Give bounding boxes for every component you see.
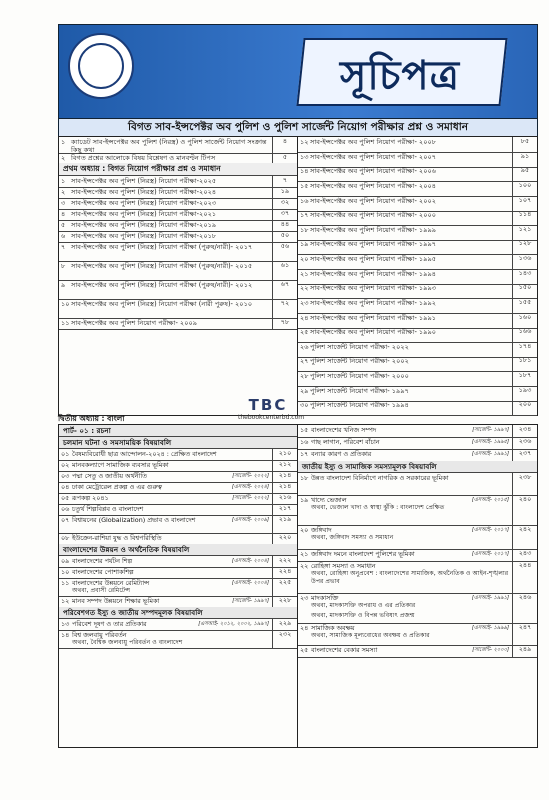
row-page: ১৪৩ — [512, 269, 537, 284]
row-alt-title: অথবা, মাদকাসক্তি ও বিপন্ন ভবিষ্যৎ প্রজন্ম — [311, 612, 415, 619]
row-number: ২৪ — [300, 314, 309, 322]
row-number: ৩০ — [300, 401, 309, 409]
row-number: ০৯ — [61, 557, 70, 565]
row-page: ৭২ — [272, 299, 297, 318]
row-source: [সার্জেন্ট- ২০২২] — [232, 495, 269, 501]
row-page: ২৪৯ — [512, 645, 537, 657]
row-title: মানব সম্পদ উন্নয়নে শিক্ষার ভূমিকা — [72, 597, 160, 605]
toc2-left-column — [59, 425, 298, 747]
row-number: ০২ — [61, 461, 70, 469]
row-number: ২১ — [300, 270, 309, 278]
row-title: সাব-ইন্সপেক্টর অব পুলিশ (নিরস্ত্র) নিয়োগ পরীক্ষা (পুরুষ/নারী)- ২০১২ — [71, 281, 253, 289]
row-source: [এসআই- ২০১৭] — [471, 551, 509, 557]
row-page: ৯৫ — [512, 166, 537, 181]
row-number: ২৩ — [300, 299, 309, 307]
row-title: সাব-ইন্সপেক্টর অব পুলিশ নিয়োগ পরীক্ষা- ১৯৯৫ — [310, 255, 437, 263]
row-alt-title: অথবা, ভেজাল খাদ্য ও স্বাস্থ্য ঝুঁকি : বাংলাদেশ প্রেক্ষিত — [311, 504, 445, 511]
row-title: সাব-ইন্সপেক্টর অব পুলিশ (নিরস্ত্র) নিয়োগ পরীক্ষা-২০২৪ — [71, 188, 217, 196]
row-page: ২২৫ — [272, 578, 297, 596]
row-title: সাব-ইন্সপেক্টর অব পুলিশ নিয়োগ পরীক্ষা- ১৯৯৯ — [310, 226, 437, 234]
row-number: ২৬ — [300, 343, 309, 351]
row-source: [এসআই- ২০০৪] — [231, 558, 269, 564]
row-source: [সার্জেন্ট- ২০২২] — [232, 473, 269, 479]
row-page: ২২৮ — [272, 596, 297, 607]
toc-row — [298, 356, 537, 372]
row-page: ৪৪ — [272, 220, 297, 231]
row-page: ২১৪ — [272, 482, 297, 493]
row-title: চতুর্থ শিল্পবিপ্লব ও বাংলাদেশ — [72, 505, 144, 513]
row-title: ইউক্রেন-রাশিয়া যুদ্ধ ও বিশ্বপরিস্থিতি — [72, 534, 162, 542]
row-source: [এসআই- ২০১২, ২০০২, ১৯৯৭] — [198, 621, 269, 627]
row-number: ৮ — [61, 262, 66, 270]
row-page: ৬১ — [272, 261, 297, 280]
row-page: ২২২ — [272, 556, 297, 567]
row-number: ১৮ — [300, 226, 309, 234]
row-alt-title: অথবা, জঙ্গিবাদ সমস্যা ও সমাধান — [311, 534, 394, 541]
row-number: ০৮ — [61, 534, 70, 542]
toc-row — [59, 515, 297, 534]
toc-row — [59, 299, 297, 319]
section-title: জাতীয় ইস্যু ও সামাজিক সমস্যামূলক বিষয়াবলি — [298, 461, 537, 473]
row-page: ২২৪ — [272, 567, 297, 578]
row-source: [এসআই- ১৯৯১] — [471, 595, 509, 601]
row-page: ১৭৪ — [512, 342, 537, 357]
row-title: ঢাকা মেট্রোরেল প্রকল্প ও এর গুরুত্ব — [72, 483, 162, 491]
row-number: ০৭ — [61, 516, 70, 524]
row-number: ১ — [61, 138, 66, 146]
section-title: পরিবেশগত ইস্যু ও জাতীয় সম্পদমূলক বিষয়াবলি — [59, 607, 297, 619]
row-number: ১ — [61, 177, 66, 185]
toc-row — [298, 283, 537, 299]
row-number: ১৯ — [300, 496, 309, 504]
toc-right-column — [298, 137, 537, 415]
row-page: ৩২ — [272, 198, 297, 209]
toc-row — [298, 166, 537, 182]
row-number: ০৪ — [61, 483, 70, 491]
row-title: সাব-ইন্সপেক্টর অব পুলিশ (নিরস্ত্র) নিয়োগ পরীক্ষা-২০১৮ — [71, 232, 217, 240]
toc-row — [298, 327, 537, 343]
row-page: ২৩৭ — [512, 449, 537, 461]
toc-row — [298, 473, 537, 496]
toc-row — [298, 371, 537, 387]
toc-row — [59, 137, 297, 154]
row-number: ২০ — [300, 526, 309, 534]
row-title: বিশ্ব জলবায়ু পরিবর্তন — [72, 631, 127, 639]
row-page: ২৩৮ — [512, 473, 537, 495]
row-number: ১৪ — [61, 631, 70, 639]
row-page: ২২৯ — [272, 619, 297, 630]
toc-part2 — [58, 424, 538, 748]
row-title: বাংলাদেশের পোশাকশিল্প — [72, 568, 134, 576]
toc-row — [59, 261, 297, 281]
row-page: ১১৪ — [512, 210, 537, 225]
row-number: ১৫ — [300, 182, 309, 190]
toc-row — [59, 630, 297, 649]
row-title: খাদ্যে ভেজাল — [311, 496, 347, 504]
section-title: বাংলাদেশের উন্নয়ন ও অর্থনৈতিক বিষয়াবলি — [59, 544, 297, 556]
row-title: বন্যার কারণ ও প্রতিকার — [311, 450, 372, 458]
row-source: [এসআই- ১৯৯১] — [471, 451, 509, 457]
row-page: ৩৭ — [272, 209, 297, 220]
chapter1-title: প্রথম অধ্যায় : বিগত নিয়োগ পরীক্ষার প্রশ্ন ও সমাধান — [59, 163, 297, 176]
row-number: ১৭ — [300, 211, 309, 219]
row-number: ২২ — [300, 562, 309, 570]
row-number: ২৫ — [300, 646, 309, 654]
row-page: ১৩৬ — [512, 254, 537, 269]
row-title: সাব-ইন্সপেক্টর অব পুলিশ নিয়োগ পরীক্ষা- ১৯৯১ — [310, 314, 437, 322]
row-page: ১৮৭ — [512, 371, 537, 386]
row-number: ১৩ — [300, 153, 309, 161]
watermark-logo: TBC — [248, 396, 288, 414]
row-title: বাংলাদেশের উন্নয়নে রেমিট্যান্স — [72, 579, 150, 587]
toc-row — [298, 254, 537, 270]
row-page: ৮৫ — [512, 137, 537, 152]
row-title: সাব-ইন্সপেক্টর অব পুলিশ নিয়োগ পরীক্ষা- ১৯৯৭ — [310, 240, 437, 248]
part-label: পার্ট- ০১ : রচনা — [59, 425, 297, 437]
row-source: [এসআই- ১৯৯৫] — [471, 439, 509, 445]
row-title: রোহিঙ্গা সমস্যা ও সমাধান — [311, 562, 376, 570]
row-page: ২১৯ — [272, 515, 297, 533]
row-number: ২ — [61, 188, 66, 196]
row-title: বৈষম্যবিরোধী ছাত্র আন্দোলন-২০২৪ : প্রেক্ষিত বাংলাদেশ — [72, 450, 217, 458]
row-number: ০৩ — [61, 472, 70, 480]
row-page: ৭ — [272, 176, 297, 187]
row-number: ৯ — [61, 281, 66, 289]
row-page: ১৫০ — [512, 283, 537, 298]
row-page: ৭৮ — [272, 318, 297, 329]
row-page: ২৪০ — [512, 495, 537, 525]
row-number: ১২ — [61, 597, 70, 605]
row-number: ১১ — [61, 579, 70, 587]
row-source: [এসআই- ২০২৪] — [231, 484, 269, 490]
row-number: ৪ — [61, 210, 66, 218]
row-number: ১৬ — [300, 197, 309, 205]
toc-row — [298, 593, 537, 624]
row-number: ০১ — [61, 450, 70, 458]
row-title: পুলিশ সার্জেন্ট নিয়োগ পরীক্ষা- ২০০২ — [310, 357, 409, 365]
row-number: ২৩ — [300, 594, 309, 602]
row-title: পুলিশ সার্জেন্ট নিয়োগ পরীক্ষা- ১৯৯৪ — [310, 401, 409, 409]
row-source: [সার্জেন্ট- ১৯৯৭] — [472, 427, 509, 433]
row-number: ৩ — [61, 199, 66, 207]
row-title: পরিবেশ দূষণ ও তার প্রতিকার — [72, 620, 147, 628]
row-page: ২৪৭ — [512, 623, 537, 645]
row-number: ০৬ — [61, 505, 70, 513]
toc-left-column — [59, 137, 298, 415]
row-number: ১৬ — [300, 438, 309, 446]
row-number: ২০ — [300, 255, 309, 263]
row-title: সাব-ইন্সপেক্টর অব পুলিশ নিয়োগ পরীক্ষা- ১৯৯৩ — [310, 284, 437, 292]
row-page: ১৮১ — [512, 356, 537, 371]
row-title: ক্যাডেট সাব-ইন্সপেক্টর অব পুলিশ (নিরস্ত্র) ও পুলিশ সার্জেন্ট নিয়োগ সংক্রান্ত কিছু কথা — [71, 138, 267, 154]
toc-row — [298, 525, 537, 550]
row-page: ১৯ — [272, 187, 297, 198]
row-title: সাব-ইন্সপেক্টর অব পুলিশ (নিরস্ত্র) নিয়োগ পরীক্ষা (পুরুষ/নারী)- ২০১৭ — [71, 243, 253, 251]
row-number: ২১ — [300, 550, 309, 558]
row-title: পুলিশ সার্জেন্ট নিয়োগ পরীক্ষা- ২০০০ — [310, 372, 409, 380]
toc-row — [298, 181, 537, 197]
row-source: [এসআই- ২০০৪] — [231, 580, 269, 586]
row-number: ১৯ — [300, 240, 309, 248]
row-number: ৬ — [61, 232, 66, 240]
row-page: ২১২ — [272, 460, 297, 471]
watermark-url: thebookcenterbd.com — [238, 414, 305, 421]
row-alt-title: অথবা, রোহিঙ্গা অনুপ্রবেশ : বাংলাদেশের সামাজিক, অর্থনৈতিক ও আইন-শৃঙ্খলার উপর প্রভাব — [311, 570, 509, 585]
row-page: ১৬৬ — [512, 327, 537, 342]
row-title: সামাজিক অবক্ষয় — [311, 624, 355, 632]
row-page: ২৪২ — [512, 525, 537, 549]
row-page: ১০৭ — [512, 196, 537, 211]
toc-row — [298, 495, 537, 526]
toc2-right-column — [298, 425, 537, 747]
toc-row — [298, 623, 537, 646]
row-page: ৪ — [272, 137, 297, 153]
toc-row — [298, 137, 537, 153]
row-page: ২৪৩ — [512, 549, 537, 561]
row-number: ১৭ — [300, 450, 309, 458]
row-page: ৯১ — [512, 152, 537, 167]
row-title: পুলিশ সার্জেন্ট নিয়োগ পরীক্ষা- ১৯৯৭ — [310, 387, 409, 395]
row-title: সাব-ইন্সপেক্টর অব পুলিশ নিয়োগ পরীক্ষা- ২০০২ — [310, 197, 437, 205]
row-number: ১৮ — [300, 474, 309, 482]
row-title: সাব-ইন্সপেক্টর অব পুলিশ নিয়োগ পরীক্ষা- ২০০৪ — [310, 182, 437, 190]
toc-row — [298, 645, 537, 658]
row-page: ১৫৫ — [512, 298, 537, 313]
row-number: ০৫ — [61, 494, 70, 502]
row-title: বাংলাদেশের বেকার সমস্যা — [311, 646, 378, 654]
row-number: ১৪ — [300, 167, 309, 175]
row-page: ৫৬ — [272, 242, 297, 261]
row-title: সাব-ইন্সপেক্টর অব পুলিশ (নিরস্ত্র) নিয়োগ পরীক্ষা-২০২৫ — [71, 177, 217, 185]
row-title: জঙ্গিবাদ দমনে বাংলাদেশ পুলিশের ভূমিকা — [311, 550, 415, 558]
row-page: ২১০ — [272, 449, 297, 460]
row-number: ২৯ — [300, 387, 309, 395]
row-page: ৬৭ — [272, 280, 297, 299]
page-title: সূচিপত্র — [340, 53, 460, 99]
row-title: গাছ লাগান, পরিবেশ বাঁচান — [311, 438, 380, 446]
row-page: ২৩৪ — [512, 425, 537, 437]
row-page: ২৪৪ — [512, 561, 537, 593]
row-page: ২১৪ — [272, 471, 297, 482]
row-page: ২৩২ — [272, 630, 297, 648]
row-title: মানবকল্যাণে সামাজিক ব্যবসার ভূমিকা — [72, 461, 169, 469]
row-title: সাব-ইন্সপেক্টর অব পুলিশ (নিরস্ত্র) নিয়োগ পরীক্ষা (নারী পুরুষ)- ২০১০ — [71, 300, 253, 308]
row-alt-title: অথবা, মাদকাসক্তি অপরাধ ও এর প্রতিকার — [311, 602, 416, 609]
row-alt-title: অথবা, বৈশ্বিক জলবায়ু পরিবর্তন ও বাংলাদেশ — [72, 639, 183, 646]
row-number: ১২ — [300, 138, 309, 146]
row-number: ২৮ — [300, 372, 309, 380]
row-number: ২২ — [300, 284, 309, 292]
toc-row — [59, 242, 297, 262]
row-page: ২১৭ — [272, 504, 297, 515]
row-title: সাব-ইন্সপেক্টর অব পুলিশ নিয়োগ পরীক্ষা- ২০০০ — [310, 211, 437, 219]
row-title: মাদকাসক্তি — [311, 594, 339, 602]
row-title: পদ্মা সেতু ও জাতীয় অর্থনীতি — [72, 472, 147, 480]
row-title: উন্নত বাংলাদেশ বিনির্মাণে নাগরিক ও সরকারের ভূমিকা — [311, 474, 449, 482]
row-title: সাব-ইন্সপেক্টর অব পুলিশ (নিরস্ত্র) নিয়োগ পরীক্ষা-২০১৯ — [71, 221, 217, 229]
row-number: ৫ — [61, 221, 66, 229]
chapter2-title: দ্বিতীয় অধ্যায় : বাংলা — [58, 414, 125, 423]
row-page: ৫০ — [272, 231, 297, 242]
toc-row — [59, 578, 297, 597]
row-title: সাব-ইন্সপেক্টর অব পুলিশ (নিরস্ত্র) নিয়োগ পরীক্ষা (পুরুষ/নারী)- ২০১৫ — [71, 262, 253, 270]
row-source: [সার্জেন্ট- ১৯৯৭] — [232, 598, 269, 604]
row-title: বিগত প্রশ্নের আলোকে বিষয় বিশ্লেষণ ও মানবণ্টন টিপস — [71, 154, 216, 162]
section-title: চলমান ঘটনা ও সমসাময়িক বিষয়াবলি — [59, 437, 297, 449]
row-page: ১০০ — [512, 181, 537, 196]
row-page: ১৯৩ — [512, 386, 537, 401]
row-page: ২৩৬ — [512, 437, 537, 449]
row-number: ২ — [61, 154, 66, 162]
row-source: [এসআই- ১৯৯৯] — [471, 625, 509, 631]
row-title: সাব-ইন্সপেক্টর অব পুলিশ নিয়োগ পরীক্ষা- ২০০৬ — [310, 167, 437, 175]
row-source: [এসআই- ২০১৭] — [471, 527, 509, 533]
row-number: ১৫ — [300, 426, 309, 434]
row-page: ১২৮ — [512, 239, 537, 254]
row-alt-title: অথবা, প্রবাসী রেমিটেন্স — [72, 587, 131, 594]
row-number: ১৩ — [61, 620, 70, 628]
row-title: সাব-ইন্সপেক্টর অব পুলিশ নিয়োগ পরীক্ষা- ১৯৯৪ — [310, 270, 437, 278]
row-title: সাব-ইন্সপেক্টর অব পুলিশ নিয়োগ পরীক্ষা- ১৯৯০ — [310, 328, 437, 336]
row-title: বিশ্বায়নের (Globalization) প্রভাব ও বাংলাদেশ — [72, 516, 196, 524]
page-subtitle: বিগত সাব-ইন্সপেক্টর অব পুলিশ ও পুলিশ সার্জেন্ট নিয়োগ পরীক্ষার প্রশ্ন ও সমাধান — [58, 118, 538, 137]
row-page: ২৪৬ — [512, 593, 537, 623]
row-title: জঙ্গিবাদ — [311, 526, 332, 534]
row-page: ২১৬ — [272, 493, 297, 504]
toc-row — [298, 210, 537, 226]
toc-part1 — [58, 136, 538, 416]
row-number: ২৫ — [300, 328, 309, 336]
row-title: সাব-ইন্সপেক্টর অব পুলিশ নিয়োগ পরীক্ষা- ১৯৯২ — [310, 299, 437, 307]
toc-row — [298, 561, 537, 594]
row-title: বাংলাদেশের পর্যটন শিল্প — [72, 557, 133, 565]
toc-row — [298, 239, 537, 255]
row-alt-title: অথবা, সামাজিক মূল্যবোধের অবক্ষয় ও প্রতিকার — [311, 632, 430, 639]
row-title: রূপকল্প ২০৪১ — [72, 494, 109, 502]
row-page: ১২১ — [512, 225, 537, 240]
row-title: পুলিশ সার্জেন্ট নিয়োগ পরীক্ষা- ২০২২ — [310, 343, 409, 351]
row-number: ১০ — [61, 300, 70, 308]
row-title: বাংলাদেশের খনিজ সম্পদ — [311, 426, 377, 434]
row-number: ১১ — [61, 319, 70, 327]
row-number: ১০ — [61, 568, 70, 576]
toc-row — [59, 280, 297, 300]
row-source: [সার্জেন্ট- ২০০০] — [472, 647, 509, 653]
row-title: সাব-ইন্সপেক্টর অব পুলিশ নিয়োগ পরীক্ষা- ২০০৯ — [71, 319, 198, 327]
row-title: সাব-ইন্সপেক্টর অব পুলিশ (নিরস্ত্র) নিয়োগ পরীক্ষা-২০২৩ — [71, 199, 217, 207]
police-emblem-icon — [68, 33, 134, 99]
row-page: ৫ — [272, 153, 297, 163]
row-page: ১৬০ — [512, 313, 537, 328]
row-number: ২৪ — [300, 624, 309, 632]
row-title: সাব-ইন্সপেক্টর অব পুলিশ (নিরস্ত্র) নিয়োগ পরীক্ষা-২০২১ — [71, 210, 217, 218]
row-number: ৭ — [61, 243, 66, 251]
row-page: ২২০ — [272, 533, 297, 544]
toc-row — [59, 318, 297, 330]
row-page: ২০০ — [512, 400, 537, 415]
row-source: [এসআই- ২০১৫] — [471, 497, 509, 503]
row-source: [এসআই- ২০০৯] — [231, 517, 269, 523]
row-title: সাব-ইন্সপেক্টর অব পুলিশ নিয়োগ পরীক্ষা- ২০০৭ — [310, 153, 437, 161]
row-title: সাব-ইন্সপেক্টর অব পুলিশ নিয়োগ পরীক্ষা- ২০০৮ — [310, 138, 437, 146]
row-number: ২৭ — [300, 357, 309, 365]
toc-row — [298, 298, 537, 314]
